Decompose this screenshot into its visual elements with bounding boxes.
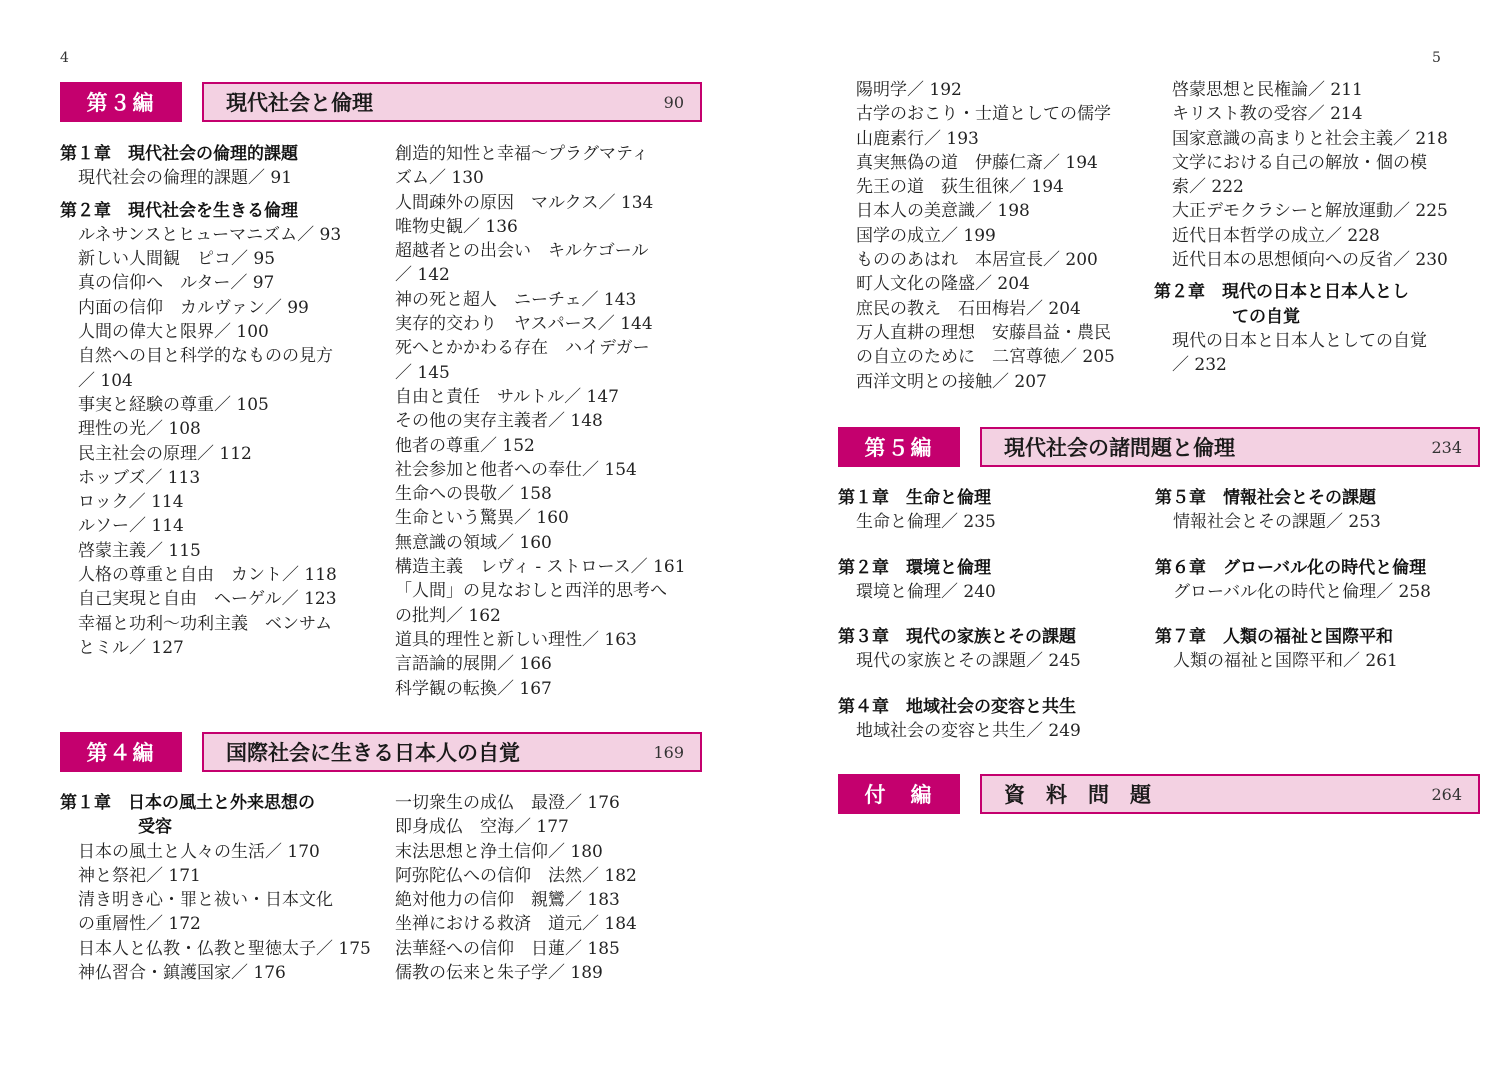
section-3-column-1 — [60, 142, 341, 660]
section-4-column-3 — [856, 78, 1115, 394]
toc-entry: 構造主義 レヴィ - ストロース／ 161 — [395, 557, 686, 578]
toc-entry: 自然への目と科学的なものの見方 — [78, 346, 333, 367]
section-3-title-box — [202, 82, 702, 122]
toc-entry: 無意識の領域／ 160 — [395, 532, 552, 553]
toc-entry: その他の実存主義者／ 148 — [395, 411, 603, 432]
toc-entry: 絶対他力の信仰 親鸞／ 183 — [395, 890, 620, 911]
toc-entry: 阿弥陀仏への信仰 法然／ 182 — [395, 865, 637, 886]
toc-entry: 清き明き心・罪と祓い・日本文化 — [78, 890, 333, 911]
section-4-column-1 — [60, 791, 371, 985]
toc-entry: 環境と倫理／ 240 — [856, 581, 996, 602]
toc-entry: 人間疎外の原因 マルクス／ 134 — [395, 192, 654, 213]
chapter-heading: 第３章 現代の家族とその課題 — [838, 627, 1076, 648]
toc-entry: 坐禅における救済 道元／ 184 — [395, 914, 637, 935]
toc-entry: ホッブズ／ 113 — [78, 467, 201, 488]
section-3-column-2 — [395, 142, 686, 701]
toc-entry: 現代の日本と日本人としての自覚 — [1172, 330, 1427, 351]
section-4-column-4 — [1154, 78, 1448, 378]
toc-entry: 即身成仏 空海／ 177 — [395, 817, 569, 838]
toc-entry: 陽明学／ 192 — [856, 80, 962, 100]
toc-entry: 超越者との出会い キルケゴール — [395, 241, 649, 262]
toc-entry: 唯物史観／ 136 — [395, 216, 518, 237]
toc-entry: 日本の風土と人々の生活／ 170 — [78, 841, 320, 862]
chapter-heading: 第６章 グローバル化の時代と倫理 — [1155, 557, 1427, 578]
chapter-heading: 第２章 現代社会を生きる倫理 — [60, 200, 298, 221]
toc-entry: ルネサンスとヒューマニズム／ 93 — [78, 224, 342, 245]
toc-entry: キリスト教の受容／ 214 — [1172, 104, 1363, 125]
toc-entry: 現代社会の倫理的課題／ 91 — [78, 168, 293, 189]
toc-entry: 庶民の教え 石田梅岩／ 204 — [856, 298, 1081, 319]
toc-entry: 地域社会の変容と共生／ 249 — [856, 721, 1081, 742]
toc-entry: 「人間」の見なおしと西洋的思考へ — [395, 581, 667, 602]
appendix-page: 264 — [1431, 784, 1462, 804]
toc-entry: 町人文化の隆盛／ 204 — [856, 274, 1030, 295]
chapter-heading: 第１章 生命と倫理 — [838, 488, 991, 508]
toc-entry: 人格の尊重と自由 カント／ 118 — [78, 565, 337, 586]
toc-entry: 神の死と超人 ニーチェ／ 143 — [395, 289, 637, 310]
toc-entry: ／ 142 — [395, 265, 450, 286]
toc-entry: の自立のために 二宮尊徳／ 205 — [856, 347, 1115, 368]
toc-entry: 実存的交わり ヤスパース／ 144 — [395, 314, 653, 335]
toc-entry: 生命への畏敬／ 158 — [395, 484, 552, 505]
toc-entry: 生命という驚異／ 160 — [395, 508, 569, 529]
toc-entry: 国家意識の高まりと社会主義／ 218 — [1172, 128, 1448, 149]
section-5-title: 現代社会の諸問題と倫理 — [1004, 435, 1235, 460]
toc-entry: ズム／ 130 — [395, 168, 484, 189]
toc-entry: 道具的理性と新しい理性／ 163 — [395, 629, 637, 650]
toc-entry: 人類の福祉と国際平和／ 261 — [1173, 651, 1398, 672]
toc-entry: ／ 145 — [395, 362, 450, 383]
toc-entry: 新しい人間観 ピコ／ 95 — [78, 249, 276, 270]
toc-entry: 社会参加と他者への奉仕／ 154 — [395, 459, 637, 480]
section-5-label: 第５編 — [838, 427, 960, 467]
toc-entry: 西洋文明との接触／ 207 — [856, 371, 1047, 392]
appendix-header — [838, 774, 1480, 814]
chapter-heading: 第１章 現代社会の倫理的課題 — [60, 144, 298, 164]
toc-entry: とミル／ 127 — [78, 637, 184, 658]
toc-entry: 一切衆生の成仏 最澄／ 176 — [395, 793, 620, 813]
section-4-column-2 — [395, 791, 637, 985]
appendix-label: 付 編 — [838, 774, 960, 814]
toc-entry: 他者の尊重／ 152 — [395, 435, 535, 456]
section-4-label: 第４編 — [60, 732, 182, 772]
toc-entry: 自由と責任 サルトル／ 147 — [395, 386, 620, 407]
section-5-title-box — [980, 427, 1480, 467]
section-4-page: 169 — [653, 742, 684, 762]
toc-entry: 情報社会とその課題／ 253 — [1173, 512, 1381, 533]
toc-entry: 啓蒙思想と民権論／ 211 — [1172, 80, 1363, 100]
toc-entry: 科学観の転換／ 167 — [395, 678, 552, 699]
chapter-heading: 第２章 環境と倫理 — [838, 557, 991, 578]
section-4-title-box — [202, 732, 702, 772]
toc-entry: 近代日本哲学の成立／ 228 — [1172, 225, 1380, 246]
toc-entry: 索／ 222 — [1172, 177, 1244, 198]
toc-entry: 文学における自己の解放・個の模 — [1172, 152, 1427, 173]
toc-entry: 幸福と功利～功利主義 ベンサム — [78, 613, 333, 634]
chapter-heading: 第２章 現代の日本と日本人とし — [1154, 282, 1409, 303]
chapter-heading-continued: ての自覚 — [1232, 306, 1300, 327]
toc-entry: 山鹿素行／ 193 — [856, 128, 979, 149]
section-5-column-2 — [1155, 486, 1431, 674]
toc-entry: 近代日本の思想傾向への反省／ 230 — [1172, 250, 1448, 271]
chapter-heading: 第７章 人類の福祉と国際平和 — [1155, 627, 1393, 648]
toc-entry: 儒教の伝来と朱子学／ 189 — [395, 963, 603, 984]
toc-entry: 真実無偽の道 伊藤仁斎／ 194 — [856, 152, 1098, 173]
section-3-title: 現代社会と倫理 — [226, 90, 373, 115]
toc-entry: 内面の信仰 カルヴァン／ 99 — [78, 297, 309, 318]
toc-entry: 万人直耕の理想 安藤昌益・農民 — [856, 322, 1111, 343]
toc-entry: 創造的知性と幸福～プラグマティ — [395, 144, 649, 164]
toc-entry: 末法思想と浄土信仰／ 180 — [395, 841, 603, 862]
toc-entry: グローバル化の時代と倫理／ 258 — [1173, 581, 1432, 602]
toc-entry: もののあはれ 本居宣長／ 200 — [856, 250, 1098, 271]
section-5-header — [838, 427, 1480, 467]
toc-entry: ／ 232 — [1172, 355, 1227, 376]
toc-entry: 神と祭祀／ 171 — [78, 865, 201, 886]
toc-entry: 民主社会の原理／ 112 — [78, 443, 252, 464]
page-number-right: 5 — [1432, 50, 1441, 66]
toc-entry: 現代の家族とその課題／ 245 — [856, 651, 1081, 672]
toc-entry: 日本人と仏教・仏教と聖徳太子／ 175 — [78, 938, 371, 959]
section-3-header — [60, 82, 702, 122]
toc-entry: 人間の偉大と限界／ 100 — [78, 322, 269, 343]
appendix-title: 資 料 問 題 — [1004, 782, 1151, 807]
section-3-page: 90 — [663, 92, 684, 112]
toc-entry: の批判／ 162 — [395, 605, 501, 626]
section-4-title: 国際社会に生きる日本人の自覚 — [226, 740, 520, 765]
toc-entry: ロック／ 114 — [78, 492, 184, 513]
toc-entry: 啓蒙主義／ 115 — [78, 540, 201, 561]
section-4-header — [60, 732, 702, 772]
toc-entry: 先王の道 荻生徂徠／ 194 — [856, 177, 1064, 198]
toc-entry: 古学のおこり・士道としての儒学 — [856, 104, 1111, 125]
toc-entry: 死へとかかわる存在 ハイデガー — [395, 338, 650, 359]
toc-entry: 理性の光／ 108 — [78, 419, 201, 440]
toc-entry: 日本人の美意識／ 198 — [856, 201, 1030, 222]
toc-entry: 生命と倫理／ 235 — [856, 512, 996, 533]
toc-entry: 真の信仰へ ルター／ 97 — [78, 273, 275, 294]
page-number-left: 4 — [60, 50, 69, 66]
appendix-title-box — [980, 774, 1480, 814]
toc-entry: の重層性／ 172 — [78, 914, 201, 935]
chapter-heading: 第４章 地域社会の変容と共生 — [838, 696, 1076, 717]
toc-entry: 自己実現と自由 ヘーゲル／ 123 — [78, 589, 337, 610]
toc-entry: ルソー／ 114 — [78, 516, 184, 537]
toc-entry: ／ 104 — [78, 370, 133, 391]
section-3-label: 第３編 — [60, 82, 182, 122]
chapter-heading: 第５章 情報社会とその課題 — [1155, 488, 1376, 508]
chapter-heading: 第１章 日本の風土と外来思想の — [60, 793, 315, 813]
section-5-column-1 — [838, 486, 1081, 743]
toc-entry: 言語論的展開／ 166 — [395, 654, 552, 675]
toc-entry: 神仏習合・鎮護国家／ 176 — [78, 963, 286, 984]
section-5-page: 234 — [1431, 437, 1462, 457]
toc-entry: 事実と経験の尊重／ 105 — [78, 394, 269, 415]
chapter-heading-continued: 受容 — [138, 817, 172, 838]
toc-entry: 国学の成立／ 199 — [856, 225, 996, 246]
toc-entry: 法華経への信仰 日蓮／ 185 — [395, 938, 620, 959]
toc-entry: 大正デモクラシーと解放運動／ 225 — [1172, 201, 1448, 222]
